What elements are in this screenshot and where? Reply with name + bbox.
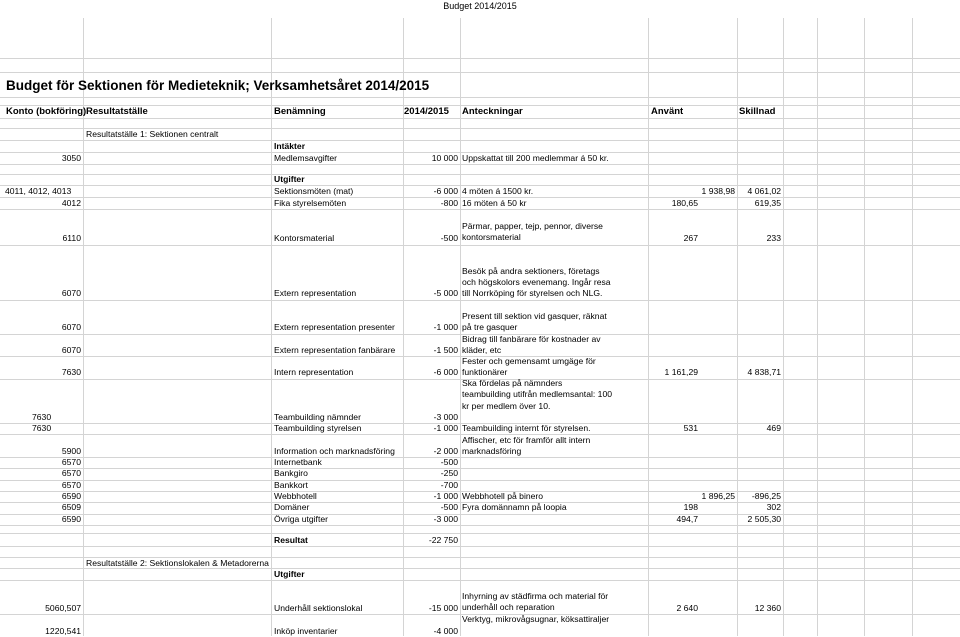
- row-difference: -896,25: [751, 491, 781, 501]
- row-note: Webbhotell på binero: [462, 491, 544, 501]
- row-amount: -1 000: [433, 491, 458, 501]
- costs-heading-2: Utgifter: [274, 569, 305, 579]
- row-account: 7630: [61, 367, 81, 377]
- row-difference: 302: [766, 502, 781, 512]
- row-amount: -500: [440, 233, 458, 243]
- row-account: 6070: [61, 345, 81, 355]
- row-used: 494,7: [676, 514, 698, 524]
- row-note: Present till sektion vid gasquer, räknat på tre gasquer: [462, 311, 607, 332]
- row-note: Fester och gemensamt umgäge för funktionärer: [462, 356, 596, 377]
- row-amount: -6 000: [433, 186, 458, 196]
- row-name: Extern representation presenter: [274, 322, 395, 332]
- row-account: 1220,541: [45, 626, 81, 636]
- row-account: 7630: [32, 412, 52, 422]
- cost-center-2-label: Resultatställe 2: Sektionslokalen & Metadorerna: [86, 558, 269, 568]
- row-name: Bankgiro: [274, 468, 308, 478]
- cost-center-1-label: Resultatställe 1: Sektionen centralt: [86, 129, 219, 139]
- row-name: Medlemsavgifter: [274, 153, 338, 163]
- row-difference: 4 838,71: [747, 367, 781, 377]
- row-account: 6509: [61, 502, 81, 512]
- row-account: 6070: [61, 322, 81, 332]
- row-difference: 4 061,02: [747, 186, 781, 196]
- row-difference: 233: [766, 233, 781, 243]
- row-note: Bidrag till fanbärare för kostnader av kläder, etc: [462, 334, 601, 355]
- row-amount: -500: [440, 457, 458, 467]
- col-header-account: Konto (bokföring): [6, 106, 87, 117]
- row-used: 1 938,98: [701, 186, 735, 196]
- row-used: 531: [683, 423, 698, 433]
- row-account: 6570: [61, 457, 81, 467]
- row-used: 1 161,29: [664, 367, 698, 377]
- row-name: Domäner: [274, 502, 310, 512]
- row-account: 5900: [61, 446, 81, 456]
- row-name: Underhåll sektionslokal: [274, 603, 363, 613]
- row-name: Sektionsmöten (mat): [274, 186, 354, 196]
- col-header-notes: Anteckningar: [462, 106, 523, 117]
- row-amount: -15 000: [428, 603, 458, 613]
- col-header-budget: 2014/2015: [404, 106, 449, 117]
- row-account: 6590: [61, 514, 81, 524]
- row-amount: -4 000: [433, 626, 458, 636]
- row-note: 4 möten á 1500 kr.: [462, 186, 534, 196]
- row-used: 267: [683, 233, 698, 243]
- row-amount: -1 000: [433, 322, 458, 332]
- row-account: 5060,507: [45, 603, 81, 613]
- row-account: 6590: [61, 491, 81, 501]
- row-account: 4011, 4012, 4013: [5, 186, 72, 196]
- row-name: Internetbank: [274, 457, 322, 467]
- row-difference: 619,35: [754, 198, 781, 208]
- row-difference: 12 360: [754, 603, 781, 613]
- row-name: Teambuilding styrelsen: [274, 423, 362, 433]
- row-name: Teambuilding nämnder: [274, 412, 361, 422]
- row-amount: -1 000: [433, 423, 458, 433]
- row-amount: -500: [440, 502, 458, 512]
- row-amount: -3 000: [433, 412, 458, 422]
- row-amount: -250: [440, 468, 458, 478]
- row-note: Pärmar, papper, tejp, pennor, diverse kontorsmaterial: [462, 221, 603, 242]
- row-note: Fyra domännamn på loopia: [462, 502, 567, 512]
- row-note: Besök på andra sektioners, företags och högskolors evenemang. Ingår resa till Norrköping för styrelsen och NLG.: [462, 266, 611, 298]
- row-account: 6110: [62, 233, 81, 243]
- row-account: 6070: [61, 288, 81, 298]
- row-account: 7630: [32, 423, 52, 433]
- row-note: Ska fördelas på nämnders teambuilding utifrån medlemsantal: 100 kr per medlem över 10.: [462, 378, 613, 411]
- row-account: 4012: [61, 198, 81, 208]
- income-heading: Intäkter: [274, 141, 306, 151]
- row-account: 6570: [61, 480, 81, 490]
- col-header-used: Använt: [651, 106, 684, 117]
- row-account: 6570: [61, 468, 81, 478]
- row-amount: -2 000: [433, 446, 458, 456]
- row-name: Fika styrelsemöten: [274, 198, 347, 208]
- sheet-title: Budget för Sektionen för Medieteknik; Verksamhetsåret 2014/2015: [6, 78, 430, 93]
- row-used: 1 896,25: [701, 491, 735, 501]
- col-header-cost-center: Resultatställe: [86, 106, 148, 117]
- row-account: 3050: [61, 153, 81, 163]
- col-header-difference: Skillnad: [739, 106, 776, 117]
- row-note: Inhyrning av städfirma och material för underhåll och reparation: [462, 591, 609, 612]
- row-used: 198: [683, 502, 698, 512]
- row-amount: -700: [440, 480, 458, 490]
- row-name: Information och marknadsföring: [274, 446, 395, 456]
- row-name: Kontorsmaterial: [274, 233, 335, 243]
- page-header: Budget 2014/2015: [443, 1, 517, 11]
- row-name: Bankkort: [274, 480, 308, 490]
- row-amount: 10 000: [431, 153, 458, 163]
- row-name: Övriga utgifter: [274, 514, 328, 524]
- result-value: -22 750: [428, 535, 458, 545]
- row-note: Verktyg, mikrovågsugnar, köksattiraljer: [462, 614, 610, 624]
- row-amount: -3 000: [433, 514, 458, 524]
- row-used: 180,65: [671, 198, 698, 208]
- row-name: Webbhotell: [274, 491, 317, 501]
- row-difference: 2 505,30: [747, 514, 781, 524]
- row-name: Inköp inventarier: [274, 626, 338, 636]
- row-used: 2 640: [676, 603, 698, 613]
- row-amount: -1 500: [433, 345, 458, 355]
- row-amount: -5 000: [433, 288, 458, 298]
- row-note: Affischer, etc för framför allt intern marknadsföring: [462, 435, 591, 456]
- row-note: 16 möten á 50 kr: [462, 198, 527, 208]
- row-note: Teambuilding internt för styrelsen.: [462, 423, 591, 433]
- row-name: Extern representation: [274, 288, 357, 298]
- row-name: Extern representation fanbärare: [274, 345, 396, 355]
- costs-heading: Utgifter: [274, 174, 305, 184]
- row-name: Intern representation: [274, 367, 354, 377]
- row-note: Uppskattat till 200 medlemmar á 50 kr.: [462, 153, 609, 163]
- col-header-name: Benämning: [274, 106, 326, 117]
- row-difference: 469: [766, 423, 781, 433]
- row-amount: -6 000: [433, 367, 458, 377]
- row-amount: -800: [440, 198, 458, 208]
- result-label: Resultat: [274, 535, 308, 545]
